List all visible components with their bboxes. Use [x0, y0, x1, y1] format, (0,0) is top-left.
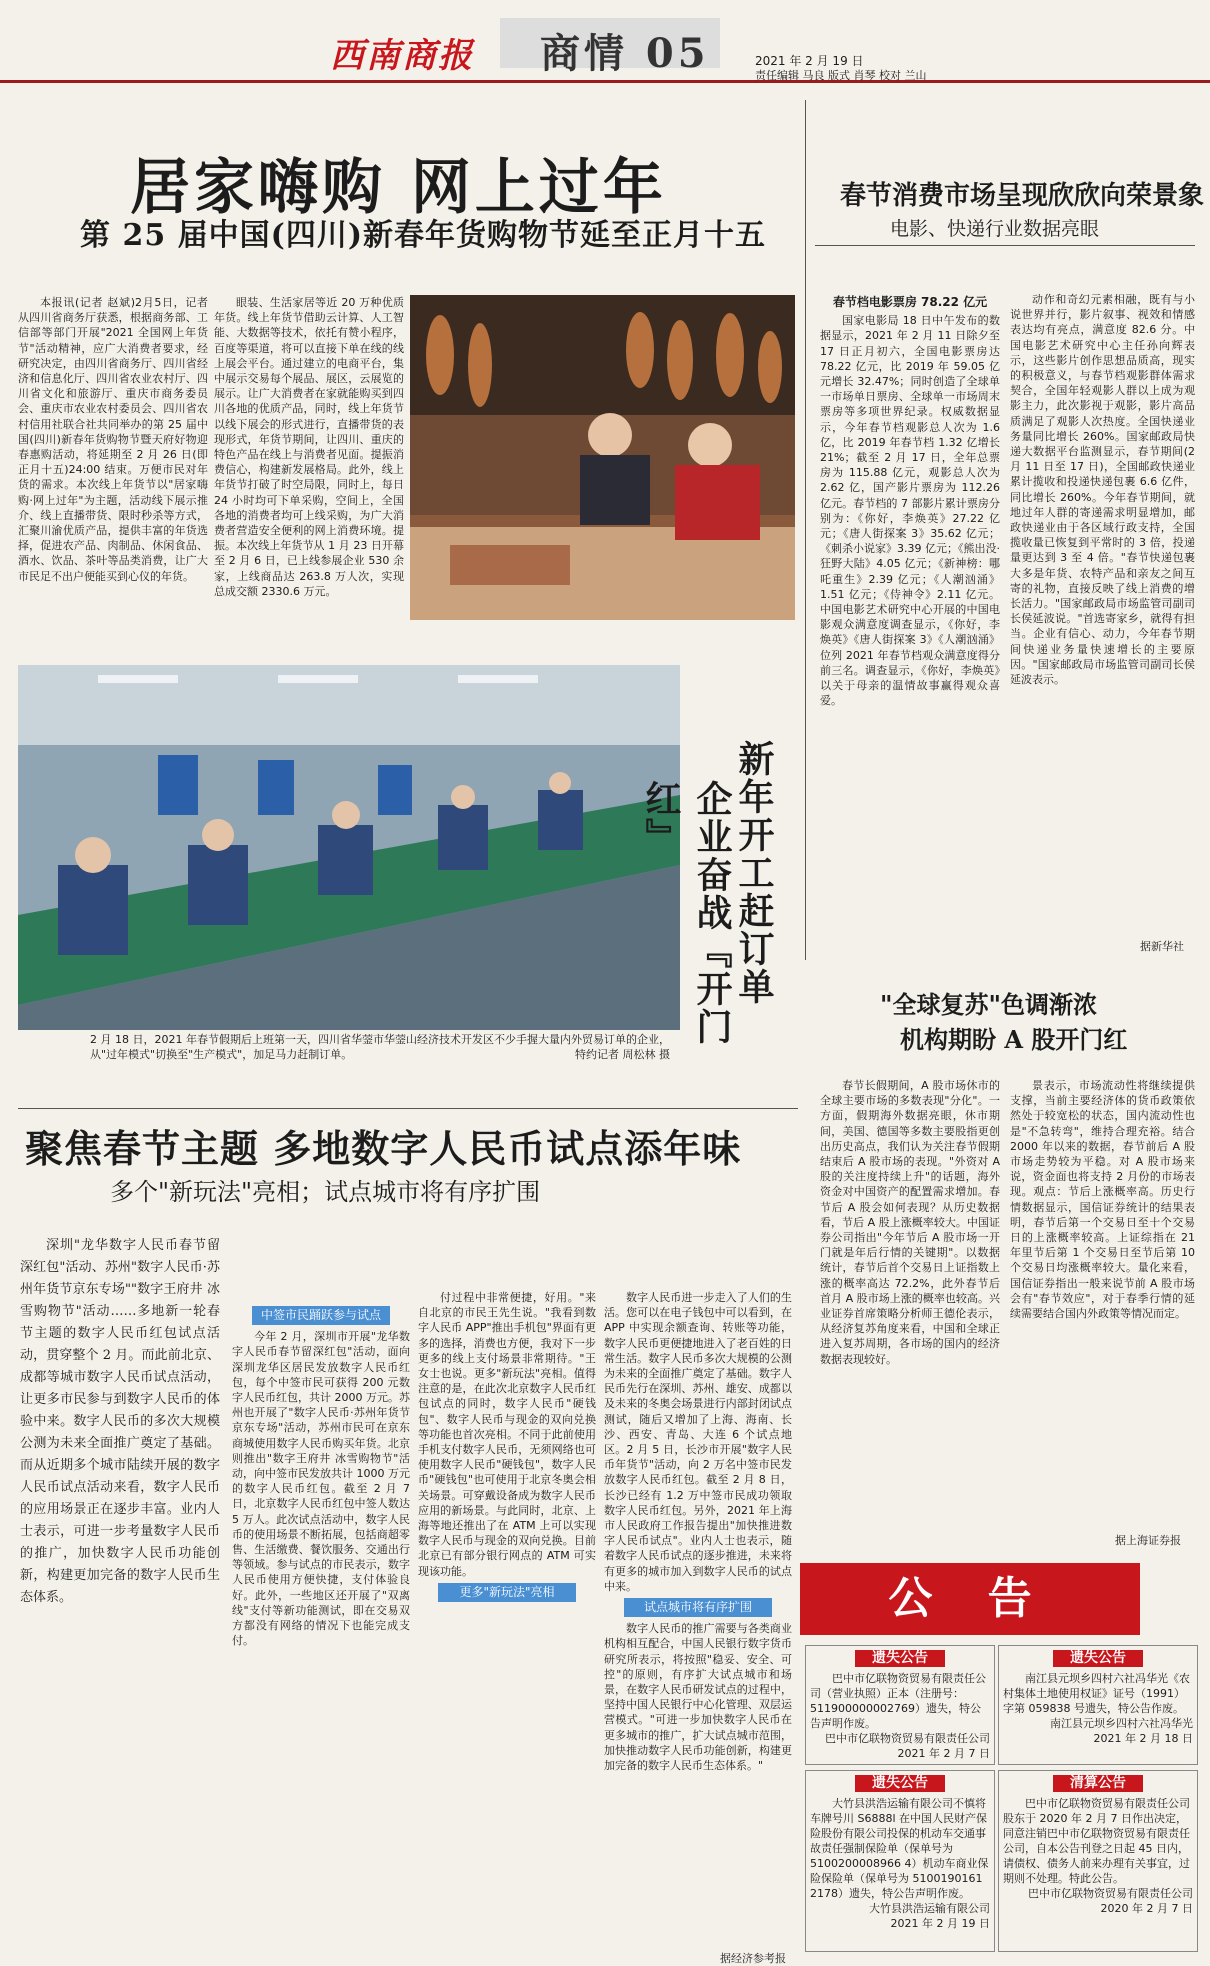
lead-subheadline: 第 25 届中国(四川)新春年货购物节延至正月十五 — [80, 218, 767, 253]
subsection-header-3: 试点城市将有序扩围 — [624, 1598, 772, 1617]
notice-date: 2020 年 2 月 7 日 — [1100, 1902, 1193, 1915]
section-title: 商情 05 — [540, 30, 710, 77]
factory-caption — [90, 1032, 670, 1062]
box-office-subhead: 春节档电影票房 78.22 亿元 — [832, 295, 988, 309]
lead-headline: 居家嗨购 网上过年 — [130, 153, 667, 223]
spring-paragraph-1: 国家电影局 18 日中午发布的数据显示，2021 年 2 月 11 日除夕至 17 日正月初六，全国电影票房达 78.22 亿元，比 2019 年 59.05 亿元增长 32.47%；同时创造了全球单一市场单日票房、全球单一市场周末票房等多项世界纪录。权威数据显示，今年春节档观影总人次为 1.6 亿，比 2019 年春节档 1.32 亿增长 21%；截至 2 月 17 日，全年总票房为 115.88 亿元，观影总人次为 2.62 亿，国产影片票房为 112.26 亿元。春节档的 7 部影片累计票房分别为：《你好，李焕英》27.22 亿元；《唐人街探案 3》35.62 亿元；《刺杀小说家》3.39 亿元；《熊出没·狂野大陆》4.05 亿元；《新神榜：哪吒重生》2.39 亿元；《人潮汹涌》1.51 亿元；《侍神令》2.11 亿元。中国电影艺术研究中心开展的中国电影观众满意度调查显示，《你好，李焕英》《唐人街探案 3》《人潮汹涌》位列 2021 年春节档观众满意度得分前三名。调查显示，《你好，李焕英》以关于母亲的温情故事赢得观众喜爱。 — [820, 314, 1000, 708]
spring-paragraph-2: 动作和奇幻元素相融，既有与小说世界并行，影片叙事、视效和情感表达均有亮点，满意度 82.6 分。中国电影艺术研究中心主任孙向辉表示，这些影片创作思想品质高，现实的积极意义，与春节档观影群体需求契合，全国年轻观影人群以上成为观影主力，此次影视于观影，影片高品质满足了观影人次热度。全国快递业务量同比增长 260%。国家邮政局快递大数据平台监测显示，春节期间(2 月 11 日至 17 日)，全国邮政快递业累计揽收和投递快递包裹 6.6 亿件，同比增长 260%。今年春节期间，就地过年人群的寄递需求明显增加，邮政快递业由于各区域行政支持，全国揽收量已恢复到平常时的 3 倍，投递量更达到 3 至 4 倍。"春节快递包裹大多是年货、农特产品和亲友之间互寄的礼物，直接反映了线上消费的增长活力。"国家邮政局市场监管司副司长侯延波说。"首选寄家乡，就得有担当。企业有信心、动力，今年春节期间快递业务量快速增长的主要原因。"国家邮政局市场监管司副司长侯延波表示。 — [1010, 293, 1195, 687]
lead-body-col2 — [214, 295, 404, 625]
notice-item — [998, 1770, 1198, 1952]
subsection-header-2: 更多"新玩法"亮相 — [438, 1583, 576, 1602]
notice-title: 遗失公告 — [1053, 1650, 1143, 1667]
factory-photo — [18, 665, 680, 1030]
spring-credit: 据新华社 — [1140, 940, 1184, 953]
digital-body-col2 — [418, 1290, 596, 1950]
stocks-credit: 据上海证券报 — [1115, 1534, 1181, 1547]
notice-date: 2021 年 2 月 18 日 — [1093, 1732, 1193, 1745]
lead-paragraph-1: 本报讯(记者 赵斌)2月5日，记者从四川省商务厅获悉，根据商务部、工信部等部门开展"2021 全国网上年货节"活动精神，应广大消费者要求，经研究决定，由四川省商务厅、四川省经济和信息化厅、四川省农业农村厅、四川省文化和旅游厅、重庆市商务委员会、重庆市农业农村委员会、四川省农村信用社联合社共同举办的第 25 届中国(四川)新春年货购物节暨天府好物迎春惠购活动，将延期至 2 月 26 日(即正月十五)24:00 结束。万便市民对年货的需求。本次线上年货节以"居家嗨购·网上过年"为主题，活动线下展示推介、线上直播带货、限时秒杀等方式，汇聚川渝优质产品，提供丰富的年货选择，促进农产品、肉制品、休闲食品、酒水、饮品、茶叶等品类消费，让广大市民足不出户便能买到心仪的年货。 — [18, 296, 208, 583]
digital-headline: 聚焦春节主题 多地数字人民币试点添年味 — [25, 1126, 742, 1171]
digital-intro-text: 深圳"龙华数字人民币春节留深红包"活动、苏州"数字人民币·苏州年货节京东专场""数字王府井 冰雪购物节"活动……多地新一轮春节主题的数字人民币红包试点活动，贯穿整个 2 月。而此前北京、成都等城市数字人民币试点活动，让更多市民参与到数字人民币的体验中来。数字人民币的多次大规模公测为未来全面推广奠定了基础。而从近期多个城市陆续开展的数字人民币试点活动来看，数字人民币的应用场景正在逐步丰富。业内人士表示，可进一步考量数字人民币的推广，加快数字人民币功能创新，构建更加完备的数字人民币生态体系。 — [20, 1238, 220, 1605]
notice-body: 大竹县洪浩运输有限公司不慎将车牌号川 S6888l 在中国人民财产保险股份有限公司投保的机动车交通事故责任强制保险单（保单号为 5100200008966 4）机动车商业保险保险单（保单号为 5100190161 2178）遗失，特公告声明作废。 — [810, 1797, 989, 1900]
column-rule — [805, 100, 806, 960]
stocks-body-col2 — [1010, 1078, 1195, 1528]
digital-body-col3 — [604, 1290, 792, 1950]
notice-title: 清算公告 — [1053, 1775, 1143, 1792]
spring-body-col1 — [820, 292, 1000, 932]
notice-signature: 巴中市亿联物资贸易有限责任公司 — [1028, 1887, 1193, 1900]
factory-photo-credit: 特约记者 周松林 摄 — [575, 1048, 670, 1061]
digital-credit: 据经济参考报 — [720, 1952, 786, 1965]
newspaper-logo: 西南商报 — [330, 36, 474, 76]
stocks-paragraph-2: 景表示，市场流动性将继续提供支撑，当前主要经济体的货币政策依然处于较宽松的状态，国内流动性也是"不急转弯"，维持合理充裕。结合 2000 年以来的数据，春节前后 A 股市场走势较为平稳。对 A 股市场来说，资金面也将支持 2 月份的市场表现。观点：节后上涨概率高。历史行情数据显示，国信证券统计的结果表明，春节后第一个交易日至十个交易日的上涨概率较高。上证综指在 21 年里节后第 1 个交易日至节后第 10 个交易日均涨概率较大。量化来看，国信证券指出一般来说节前 A 股市场会有"春节效应"，对于春季行情的延续需要结合国内外政策等情况而定。 — [1010, 1079, 1195, 1321]
spring-rule — [815, 245, 1195, 246]
notice-date: 2021 年 2 月 7 日 — [897, 1747, 990, 1760]
notice-item — [998, 1645, 1198, 1765]
factory-headline-line1: 新年开工赶订单 — [733, 740, 775, 1006]
editor-credits: 责任编辑 马良 版式 肖琴 校对 兰山 — [755, 69, 927, 82]
factory-headline-line2: 企业奋战『开门红』 — [640, 780, 733, 1046]
notice-item — [805, 1770, 995, 1952]
notice-body: 巴中市亿联物资贸易有限责任公司股东于 2020 年 2 月 7 日作出决定，同意注销巴中市亿联物资贸易有限责任公司，自本公告刊登之日起 45 日内，请债权、债务人前来办理有关事宜，过期则不处理。特此公告。 — [1003, 1797, 1190, 1885]
lead-body-col1 — [18, 295, 208, 625]
notice-date: 2021 年 2 月 19 日 — [890, 1917, 990, 1930]
notice-banner: 公 告 — [800, 1563, 1140, 1635]
digital-body-col1 — [232, 1302, 410, 1952]
digital-paragraph-2: 付过程中非常便捷，好用。"来自北京的市民王先生说。"我看到数字人民币 APP"推出手机包"界面有更多的选择，消费也方便，我对下一步更多的线上支付场景非常期待。"王女士也说。更多"新玩法"亮相。值得注意的是，在此次北京数字人民币红包试点的同时，数字人民币"硬钱包"、数字人民币与现金的双向兑换等功能也首次亮相。不同于此前使用手机支付数字人民币，无须网络也可使用数字人民币"硬钱包"，数字人民币"硬钱包"也可使用于北京冬奥会相关场景。可穿戴设备成为数字人民币应用的新场景。与此同时，北京、上海等地还推出了在 ATM 上可以实现数字人民币与现金的双向兑换。目前北京已有部分银行网点的 ATM 可实现该功能。 — [418, 1291, 596, 1578]
notice-body: 南江县元坝乡四村六社冯华光《农村集体土地使用权证》证号（1991）字第 059838 号遗失，特公告作废。 — [1003, 1672, 1190, 1715]
notice-signature: 巴中市亿联物资贸易有限责任公司 — [825, 1732, 990, 1745]
notice-title: 遗失公告 — [855, 1650, 945, 1667]
factory-headline — [640, 740, 780, 1080]
section-rule — [18, 1108, 798, 1109]
digital-paragraph-1: 今年 2 月，深圳市开展"龙华数字人民币春节留深红包"活动，面向深圳龙华区居民发放数字人民币红包，每个中签市民可获得 200 元数字人民币红包，共计 2000 万元。苏州也开展了"数字人民币·苏州年货节京东专场"活动，苏州市民可在京东商城使用数字人民币购买年货。北京则推出"数字王府井 冰雪购物节"活动，向中签市民发放共计 1000 万元的数字人民币红包。截至 2 月 7 日，北京数字人民币红包中签人数达 5 万人。此次试点活动中，数字人民币的使用场景不断拓展，包括商超零售、生活缴费、餐饮服务、交通出行等领域。参与试点的市民表示，数字人民币使用方便快捷，支付体验良好。此外，一些地区还开展了"双离线"支付等新功能测试，即在交易双方都没有网络的情况下也能完成支付。 — [232, 1330, 410, 1648]
spring-body-col2 — [1010, 292, 1195, 927]
stocks-body-col1 — [820, 1078, 1000, 1548]
factory-caption-text: 2 月 18 日，2021 年春节假期后上班第一天，四川省华蓥市华蓥山经济技术开发区不少手握大量内外贸易订单的企业，从"过年模式"切换至"生产模式"，加足马力赶制订单。 — [90, 1033, 670, 1061]
notice-body: 巴中市亿联物资贸易有限责任公司（营业执照）正本（注册号：511900000002769）遗失，特公告声明作废。 — [810, 1672, 986, 1730]
stocks-headline: "全球复苏"色调渐浓 — [880, 990, 1098, 1019]
notice-item — [805, 1645, 995, 1765]
lead-paragraph-2: 眼装、生活家居等近 20 万种优质年货。线上年货节借助云计算、人工智能、大数据等技术，依托有赞小程序，百度等渠道，将可以直接下单在线的线上展会平台。通过建立的电商平台，集中展示交易每个展品、展区，云展览的展示。让广大消费者在家就能购买到四川各地的优质产品，同时，线上年货节以线下展会的形式进行，直播带货的表现形式，年货节期间，让四川、重庆的特色产品在线上与消费者见面。提振消费信心，构建新发展格局。此外，线上年货节打破了时空局限，同时上，每日 24 小时均可下单采购，空间上，全国各地的消费者均可上线采购，为广大消费者营造安全便利的网上消费环境。提振。本次线上年货节从 1 月 23 日开幕至 2 月 6 日，已上线参展企业 530 余家，上线商品达 263.8 万人次，实现总成交额 2330.6 万元。 — [214, 296, 404, 598]
notice-signature: 南江县元坝乡四村六社冯华光 — [1050, 1717, 1193, 1730]
spring-subheadline: 电影、快递行业数据亮眼 — [890, 218, 1100, 240]
market-photo — [410, 295, 795, 620]
spring-headline: 春节消费市场呈现欣欣向荣景象 — [840, 181, 1205, 211]
notice-title: 遗失公告 — [855, 1775, 945, 1792]
digital-intro — [20, 1235, 220, 1825]
digital-subheadline: 多个"新玩法"亮相；试点城市将有序扩围 — [110, 1178, 541, 1206]
stocks-subheadline: 机构期盼 A 股开门红 — [900, 1025, 1128, 1054]
digital-paragraph-3: 数字人民币进一步走入了人们的生活。您可以在电子钱包中可以看到，在 APP 中实现余额查询、转账等功能，数字人民币更便捷地进入了老百姓的日常生活。数字人民币多次大规模的公测为未来的全面推广奠定了基础。数字人民币先行在深圳、苏州、雄安、成都以及未来的冬奥会场景进行内部封闭试点测试，随后又增加了上海、海南、长沙、西安、青岛、大连 6 个试点地区。2 月 5 日，长沙市开展"数字人民币年货节"活动，向 2 万名中签市民发放数字人民币红包。截至 2 月 8 日，长沙已经有 1.2 万中签市民成功领取数字人民币红包。另外，2021 年上海市人民政府工作报告提出"加快推进数字人民币试点"。业内人士也表示，随着数字人民币试点的逐步推进，未来将有更多的城市加入到数字人民币的试点中来。 — [604, 1291, 792, 1593]
issue-date: 2021 年 2 月 19 日 — [755, 54, 864, 68]
subsection-header-1: 中签市民踊跃参与试点 — [252, 1306, 390, 1325]
notice-signature: 大竹县洪浩运输有限公司 — [869, 1902, 990, 1915]
stocks-paragraph-1: 春节长假期间，A 股市场休市的全球主要市场的多数表现"分化"。一方面，假期海外数据亮眼，休市期间，美国、德国等多数主要股指更创出历史高点，我们认为关注春节假期结束后 A 股市场的表现。"外资对 A 股的关注度持续上升"的话题，海外资金对中国资产的配置需求增加。春节后 A 股会如何表现？从历史数据看，节后 A 股上涨概率较大。中国证券公司指出"今年节后 A 股市场一开门就是年后行情的关键期"。以数据统计，春节后首个交易日上证指数上涨的概率高达 72.2%，此外春节后首月 A 股市场上涨的概率也较高。兴业证券首席策略分析师王德伦表示，从经济复苏角度来看，中国和全球正进入复苏周期，各市场的国内的经济数据表现较好。 — [820, 1079, 1000, 1366]
digital-paragraph-4: 数字人民币的推广需要与各类商业机构相互配合，中国人民银行数字货币研究所表示，将按照"稳妥、安全、可控"的原则，有序扩大试点城市和场景，在数字人民币研发试点的过程中，坚持中国人民银行中心化管理、双层运营模式。"可进一步加快数字人民币在更多城市的推广，扩大试点城市范围，加快推动数字人民币功能创新，构建更加完备的数字人民币生态体系。" — [604, 1622, 792, 1773]
